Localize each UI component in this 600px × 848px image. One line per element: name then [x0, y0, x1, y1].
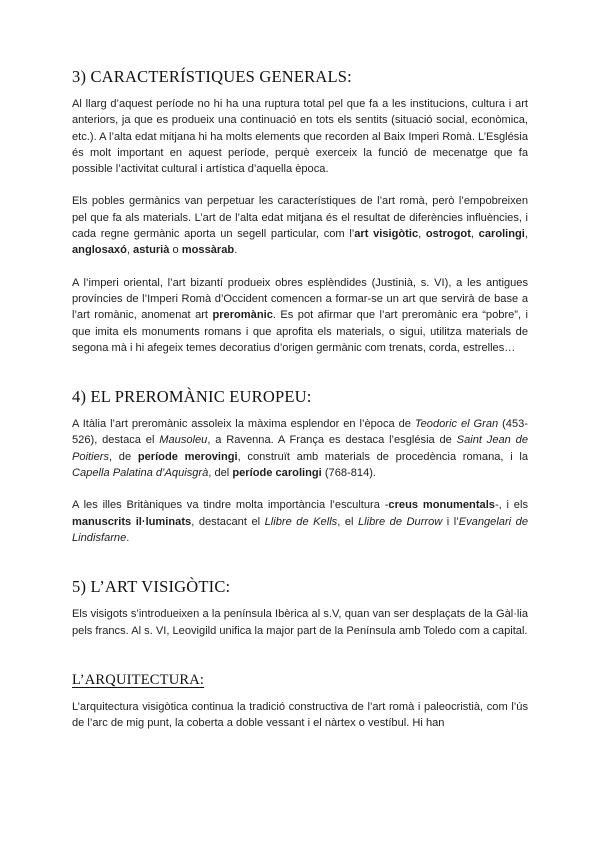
bold-term: carolingi [478, 228, 525, 241]
text-run: , el [337, 515, 358, 528]
text-run: o [169, 244, 182, 257]
italic-term: Capella Palatina d’Aquisgrà [72, 467, 209, 480]
text-run: . [126, 531, 130, 544]
italic-term: Mausoleu [159, 434, 208, 447]
text-run: A Itàlia l’art preromànic assoleix la màxima esplendor en l’època de [72, 418, 415, 431]
italic-term: Llibre de Kells [264, 515, 338, 528]
text-run: , del [208, 467, 233, 480]
italic-term: Teodoric el Gran [414, 418, 499, 431]
italic-term: Evangelari de Lindisfarne [72, 515, 529, 544]
bold-term: ostrogot [425, 228, 471, 241]
italic-term: Saint Jean de Poitiers [72, 434, 528, 463]
paragraph [72, 193, 528, 258]
text-run: , destacant el [191, 515, 265, 528]
text-run: , [470, 228, 479, 241]
text-run: , [524, 228, 528, 241]
text-run: . Es pot afirmar que l’art preromànic era “pobre”, i que imita els monuments romans i que aprofita els materials, o sigui, utilitza materials de segona mà i hi afegeix temes decoratius d’origen germànic com trenats, corda, estrelles… [72, 309, 528, 354]
text-run: , de [109, 450, 138, 463]
bold-term: manuscrits il·luminats [72, 515, 192, 528]
text-run: (453-526), destaca el [72, 418, 528, 447]
paragraph [72, 275, 528, 356]
text-run: i l’ [442, 515, 459, 528]
text-run: , a Ravenna. A França es destaca l’església de [207, 434, 457, 447]
italic-term: Llibre de Durrow [357, 515, 443, 528]
bold-term: període carolingi [232, 467, 322, 480]
bold-term: creus monumentals [388, 499, 495, 512]
text-run: Els pobles germànics van perpetuar les característiques de l’art romà, però l’empobreixen pel que fa als materials. L’art de l’alta edat mitjana és el resultat de diferències influències, i cada regne germànic aporta un segell particular, com l’ [72, 195, 528, 241]
paragraph: Al llarg d’aquest període no hi ha una ruptura total pel que fa a les institucions, cultura i art anteriors, ja que es produeix una continuació en tots els sentits (situació social, econòmica, etc.). A l’alta edat mitjana hi ha molts elements que recorden al Baix Imperi Romà. L’Església és molt important en aquest període, perquè exerceix la funció de mecenatge que fa possible l’activitat cultural i artística d’aquella època. [72, 98, 528, 176]
subheading-arquitectura: L’ARQUITECTURA: [72, 671, 205, 688]
text-run: -, i els [494, 499, 528, 512]
bold-term: mossàrab [181, 244, 235, 257]
section-heading-caracteristiques: 3) CARACTERÍSTIQUES GENERALS: [72, 67, 352, 86]
text-run: (768-814). [321, 467, 377, 480]
bold-term: art visigòtic [354, 228, 419, 241]
bold-term: preromànic [212, 309, 273, 322]
page-content [72, 66, 528, 731]
text-run: A l’imperi oriental, l’art bizantí produeix obres esplèndides (Justinià, s. VI), a les antigues províncies de l’Imperi Romà d’Occident comencen a formar-se un art que servirà de base a l’art romànic, anomenat art [72, 276, 528, 322]
text-run: , [126, 244, 134, 257]
paragraph [72, 497, 528, 546]
bold-term: període merovingi [137, 450, 238, 463]
text-run: A les illes Britàniques va tindre molta importància l’escultura - [72, 499, 389, 512]
text-run: , construït amb materials de procedència romana, i la [237, 450, 529, 463]
paragraph: L’arquitectura visigòtica continua la tradició constructiva de l’art romà i paleocristià, com l’ús de l’arc de mig punt, la coberta a doble vessant i el nàrtex o vestíbul. Hi han [72, 700, 528, 730]
paragraph [72, 416, 528, 481]
text-run: , [418, 228, 426, 241]
section-heading-visigotic: 5) L’ART VISIGÒTIC: [72, 577, 231, 597]
bold-term: asturià [133, 244, 170, 257]
section-heading-preromanic: 4) EL PREROMÀNIC EUROPEU: [72, 387, 312, 407]
paragraph: Els visigots s’introdueixen a la península Ibèrica al s.V, quan van ser desplaçats de la Gàl·lia pels francs. Al s. VI, Leovigild unifica la major part de la Península amb Toledo com a capital. [72, 608, 528, 637]
bold-term: anglosaxó [72, 244, 127, 257]
text-run: . [234, 244, 238, 257]
